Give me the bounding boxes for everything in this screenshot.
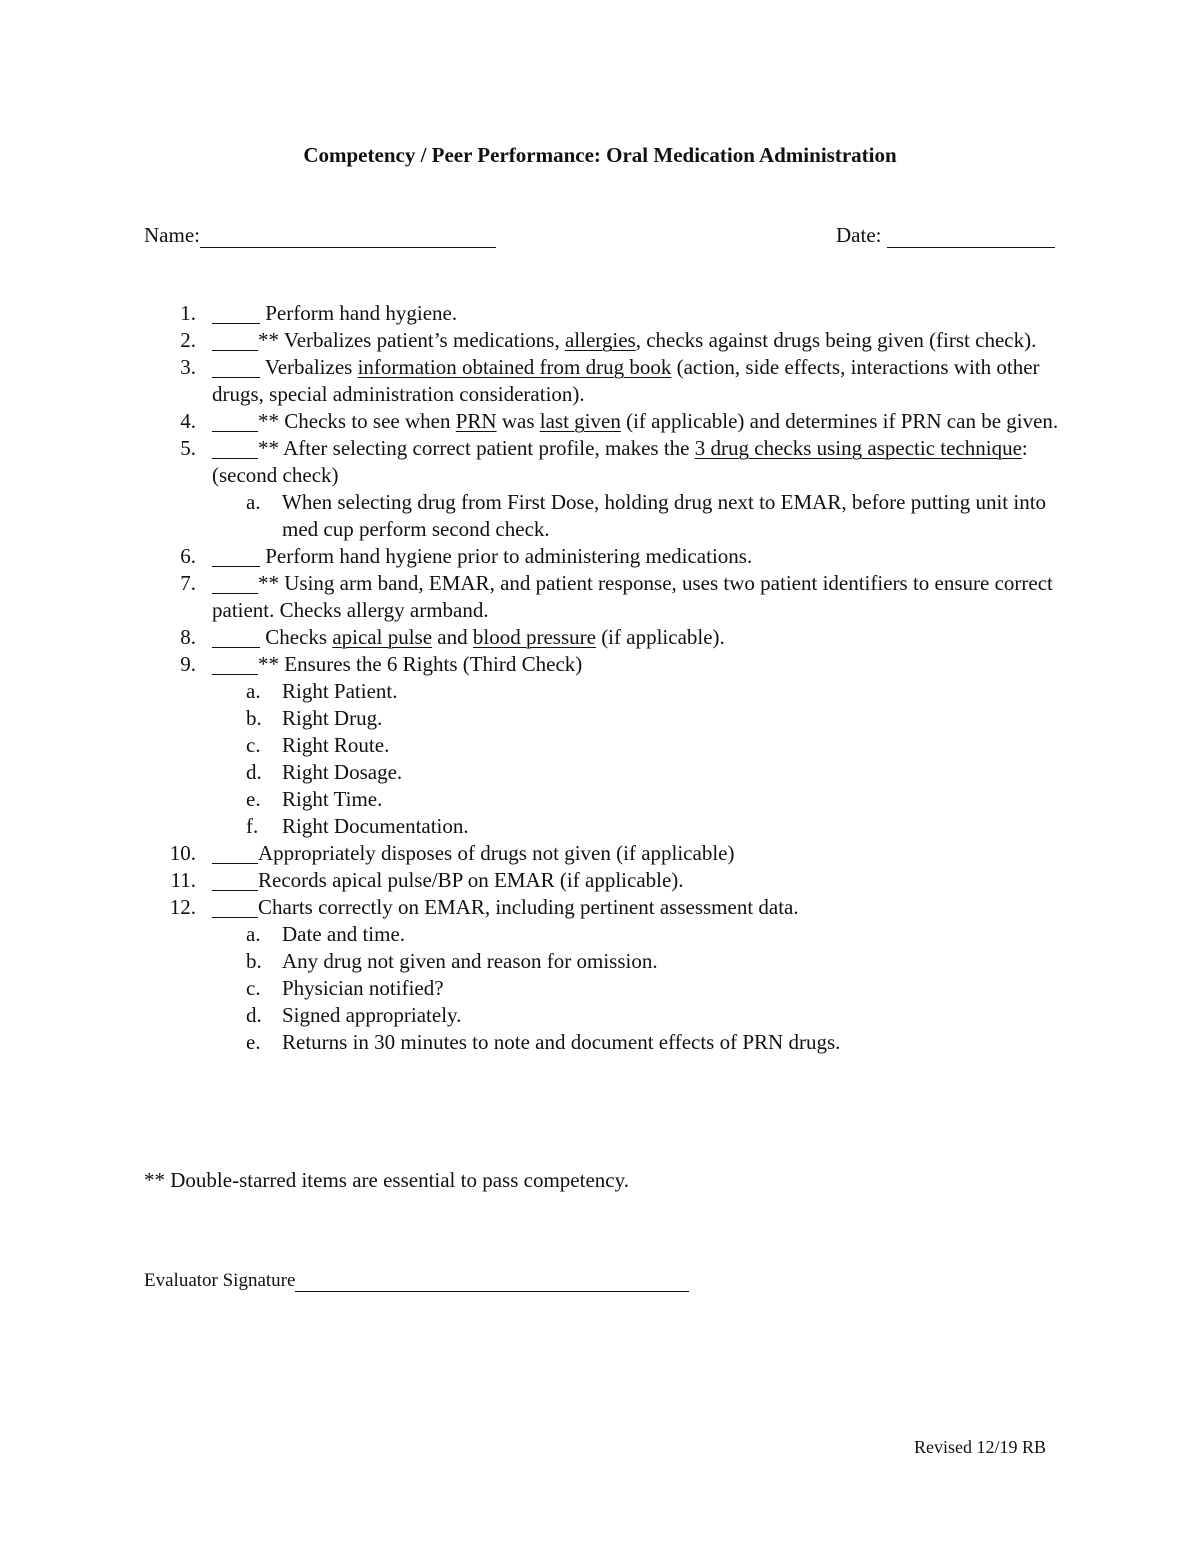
- item-underlined-text: last given: [539, 409, 621, 433]
- item-number: 12.: [169, 895, 196, 919]
- item-text: (if applicable) and determines if PRN can be given.: [620, 409, 1059, 433]
- sub-item-text: Right Drug.: [282, 706, 383, 730]
- checklist-item: [0, 894, 1072, 921]
- sub-item-text: Right Time.: [282, 787, 383, 811]
- checklist-item: [0, 570, 1072, 624]
- page-title: Competency / Peer Performance: Oral Medication Administration: [303, 143, 897, 167]
- item-underlined-text: blood pressure: [472, 625, 596, 649]
- item-underlined-text: 3 drug checks using aspectic technique: [694, 436, 1022, 460]
- checklist-item: [0, 543, 1072, 570]
- sub-item-letter: c.: [246, 976, 261, 1000]
- sub-item-letter: a.: [246, 679, 261, 703]
- checklist-item: [0, 327, 1072, 354]
- date-label: Date:: [836, 223, 882, 247]
- item-text: ** Ensures the 6 Rights (Third Check): [258, 652, 583, 676]
- sub-item-letter: b.: [246, 949, 262, 973]
- sub-item-letter: e.: [246, 787, 261, 811]
- sub-item-letter: a.: [246, 922, 261, 946]
- item-number: 5.: [180, 436, 196, 460]
- checkoff-blank[interactable]: [212, 546, 260, 567]
- sub-item-text: Any drug not given and reason for omission.: [282, 949, 658, 973]
- sub-item: [0, 975, 1072, 1002]
- checklist-item: [0, 867, 1072, 894]
- sub-item: [0, 921, 1072, 948]
- checkoff-blank[interactable]: [212, 870, 258, 891]
- sub-item-letter: c.: [246, 733, 261, 757]
- checklist: [0, 300, 1200, 1056]
- sub-item-text: Right Documentation.: [282, 814, 469, 838]
- item-number: 9.: [180, 652, 196, 676]
- date-blank-line[interactable]: [887, 225, 1055, 248]
- item-underlined-text: information obtained from drug book: [357, 355, 672, 379]
- item-number: 4.: [180, 409, 196, 433]
- item-text: Verbalizes: [260, 355, 358, 379]
- checkoff-blank[interactable]: [212, 330, 258, 351]
- sub-item-letter: d.: [246, 1003, 262, 1027]
- item-text: : (second check): [212, 436, 1028, 487]
- checkoff-blank[interactable]: [212, 573, 258, 594]
- checklist-item: [0, 300, 1072, 327]
- sub-item: [0, 1002, 1072, 1029]
- item-underlined-text: apical pulse: [332, 625, 433, 649]
- checkoff-blank[interactable]: [212, 411, 258, 432]
- sub-item: [0, 678, 1072, 705]
- sub-item: [0, 786, 1072, 813]
- sub-item-text: Date and time.: [282, 922, 406, 946]
- item-text: ** Checks to see when: [258, 409, 456, 433]
- signature-label: Evaluator Signature: [144, 1270, 296, 1291]
- name-blank-line[interactable]: [200, 225, 496, 248]
- item-number: 6.: [180, 544, 196, 568]
- item-text: and: [432, 625, 473, 649]
- item-text: was: [496, 409, 540, 433]
- sub-item-text: Physician notified?: [282, 976, 444, 1000]
- item-text: Checks: [260, 625, 333, 649]
- item-text: (action, side effects, interactions with other drugs, special administration consideration).: [212, 355, 1040, 406]
- item-text: , checks against drugs being given (first check).: [635, 328, 1037, 352]
- checklist-item: [0, 840, 1072, 867]
- checkoff-blank[interactable]: [212, 627, 260, 648]
- date-field: [836, 223, 1055, 248]
- item-text: (if applicable).: [595, 625, 725, 649]
- sub-item: [0, 489, 1072, 543]
- item-underlined-text: allergies: [564, 328, 636, 352]
- checkoff-blank[interactable]: [212, 897, 258, 918]
- sub-item-text: When selecting drug from First Dose, holding drug next to EMAR, before putting unit into med cup perform second check.: [282, 490, 1047, 541]
- item-number: 7.: [180, 571, 196, 595]
- sub-item: [0, 948, 1072, 975]
- item-number: 3.: [180, 355, 196, 379]
- sub-item-letter: f.: [246, 814, 259, 838]
- sub-item-text: Signed appropriately.: [282, 1003, 462, 1027]
- checkoff-blank[interactable]: [212, 438, 258, 459]
- sub-item-text: Right Patient.: [282, 679, 398, 703]
- item-text: ** Verbalizes patient’s medications,: [258, 328, 565, 352]
- checkoff-blank[interactable]: [212, 654, 258, 675]
- item-text: ** After selecting correct patient profile, makes the: [258, 436, 695, 460]
- sub-item-letter: d.: [246, 760, 262, 784]
- item-text: Perform hand hygiene prior to administering medications.: [260, 544, 753, 568]
- item-text: ** Using arm band, EMAR, and patient response, uses two patient identifiers to ensure correct patient. Checks allergy armband.: [212, 571, 1053, 622]
- item-underlined-text: PRN: [455, 409, 497, 433]
- sub-item-letter: a.: [246, 490, 261, 514]
- item-number: 1.: [180, 301, 196, 325]
- evaluator-signature-field: [144, 1270, 689, 1292]
- sub-item: [0, 732, 1072, 759]
- item-number: 11.: [170, 868, 196, 892]
- sub-item: [0, 705, 1072, 732]
- checklist-item: [0, 354, 1072, 408]
- checklist-item: [0, 624, 1072, 651]
- item-text: Records apical pulse/BP on EMAR (if applicable).: [258, 868, 684, 892]
- checkoff-blank[interactable]: [212, 303, 260, 324]
- checkoff-blank[interactable]: [212, 357, 260, 378]
- essential-items-note: ** Double-starred items are essential to pass competency.: [144, 1168, 629, 1192]
- item-text: Charts correctly on EMAR, including pertinent assessment data.: [258, 895, 799, 919]
- item-number: 2.: [180, 328, 196, 352]
- sub-item-text: Returns in 30 minutes to note and document effects of PRN drugs.: [282, 1030, 841, 1054]
- sub-item-letter: e.: [246, 1030, 261, 1054]
- sub-item-letter: b.: [246, 706, 262, 730]
- checklist-item: [0, 408, 1072, 435]
- item-number: 10.: [169, 841, 196, 865]
- sub-item-text: Right Dosage.: [282, 760, 403, 784]
- sub-item: [0, 759, 1072, 786]
- revision-note: Revised 12/19 RB: [914, 1437, 1047, 1457]
- checklist-item: [0, 435, 1072, 489]
- sub-item-text: Right Route.: [282, 733, 390, 757]
- checklist-item: [0, 651, 1072, 678]
- item-text: Perform hand hygiene.: [260, 301, 458, 325]
- sub-item: [0, 1029, 1072, 1056]
- name-label: Name:: [144, 223, 200, 247]
- signature-blank-line[interactable]: [295, 1271, 689, 1292]
- item-text: Appropriately disposes of drugs not given (if applicable): [258, 841, 735, 865]
- name-field: [144, 223, 496, 248]
- sub-item: [0, 813, 1072, 840]
- checkoff-blank[interactable]: [212, 843, 258, 864]
- item-number: 8.: [180, 625, 196, 649]
